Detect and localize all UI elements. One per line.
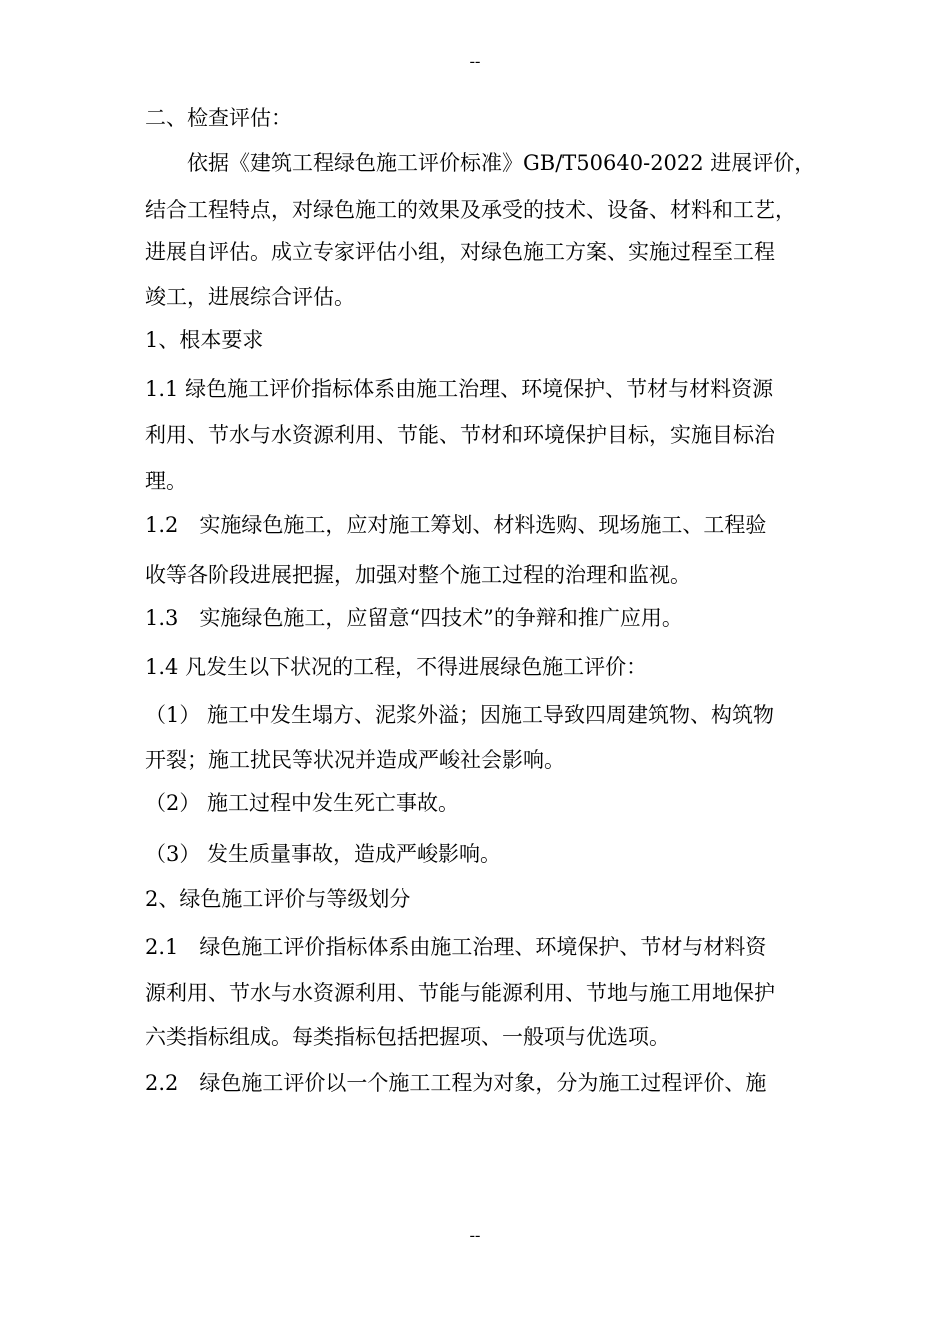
- footer-marker: --: [469, 1227, 481, 1244]
- paragraph-line: 竣工，进展综合评估。: [145, 285, 355, 309]
- paragraph-line: 2.2 绿色施工评价以一个施工工程为对象，分为施工过程评价、施: [145, 1071, 767, 1095]
- paragraph-line: 1.3 实施绿色施工，应留意“四技术”的争辩和推广应用。: [145, 606, 683, 630]
- paragraph-line: 源利用、节水与水资源利用、节能与能源利用、节地与施工用地保护: [145, 981, 775, 1005]
- header-marker: --: [469, 53, 481, 70]
- section-heading: 2、绿色施工评价与等级划分: [145, 887, 411, 911]
- paragraph-line: 六类指标组成。每类指标包括把握项、一般项与优选项。: [145, 1025, 670, 1049]
- paragraph-line: （2） 施工过程中发生死亡事故。: [145, 791, 460, 815]
- section-heading: 二、检查评估：: [145, 106, 292, 130]
- paragraph-line: 1.1 绿色施工评价指标体系由施工治理、环境保护、节材与材料资源: [145, 377, 774, 401]
- paragraph-line: 1.4 凡发生以下状况的工程，不得进展绿色施工评价：: [145, 655, 648, 679]
- paragraph-line: 开裂；施工扰民等状况并造成严峻社会影响。: [145, 748, 565, 772]
- paragraph-line: 收等各阶段进展把握，加强对整个施工过程的治理和监视。: [145, 563, 691, 587]
- paragraph-line: 理。: [145, 469, 187, 493]
- paragraph-line: （1） 施工中发生塌方、泥浆外溢；因施工导致四周建筑物、构筑物: [145, 703, 775, 727]
- paragraph-line: 1.2 实施绿色施工，应对施工筹划、材料选购、现场施工、工程验: [145, 513, 767, 537]
- paragraph-line: 结合工程特点，对绿色施工的效果及承受的技术、设备、材料和工艺，: [145, 198, 796, 222]
- paragraph-line: （3） 发生质量事故，造成严峻影响。: [145, 842, 502, 866]
- paragraph-line: 2.1 绿色施工评价指标体系由施工治理、环境保护、节材与材料资: [145, 935, 767, 959]
- paragraph-line: 依据《建筑工程绿色施工评价标准》GB/T50640-2022 进展评价，: [145, 151, 816, 175]
- paragraph-line: 进展自评估。成立专家评估小组，对绿色施工方案、实施过程至工程: [145, 240, 775, 264]
- section-heading: 1、根本要求: [145, 328, 264, 352]
- paragraph-line: 利用、节水与水资源利用、节能、节材和环境保护目标，实施目标治: [145, 423, 775, 447]
